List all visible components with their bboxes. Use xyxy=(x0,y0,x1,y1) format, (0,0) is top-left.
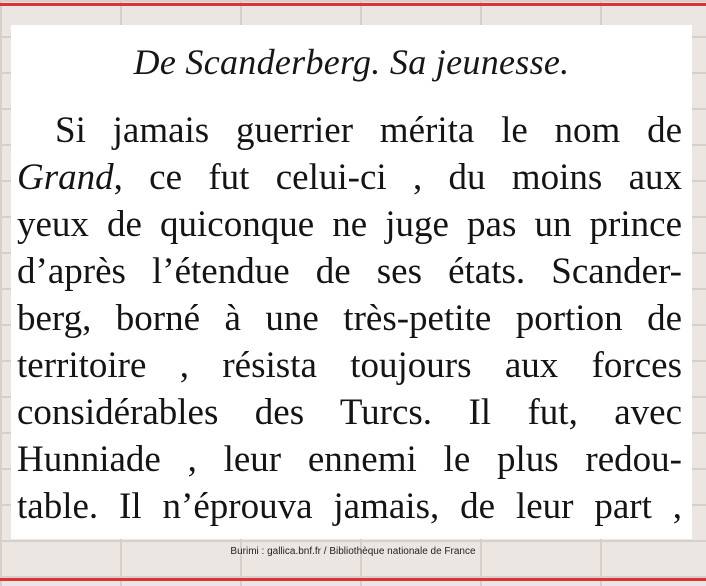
top-red-rule xyxy=(0,3,706,6)
text-line-7: considérables des Turcs. Il fut, avec xyxy=(17,392,682,433)
text-line-3: yeux de quiconque ne juge pas un prince xyxy=(17,204,682,245)
paragraph xyxy=(17,107,682,530)
text-line-6: territoire , résista toujours aux forces xyxy=(17,345,682,386)
bottom-red-rule xyxy=(0,578,706,581)
text-line-2-rest: , ce fut celui-ci , du moins aux xyxy=(113,157,682,198)
scanned-page xyxy=(11,25,692,539)
text-line-5: berg, borné à une très-petite portion de xyxy=(17,298,682,339)
source-caption: Burimi : gallica.bnf.fr / Bibliothèque nationale de France xyxy=(230,546,476,557)
text-line-2 xyxy=(17,154,682,201)
italic-word: Grand xyxy=(17,157,114,198)
text-line-4: d’après l’étendue de ses états. Scander- xyxy=(17,251,682,292)
text-line-9: table. Il n’éprouva jamais, de leur part , xyxy=(17,486,682,527)
text-line-8: Hunniade , leur ennemi le plus redou- xyxy=(17,439,682,480)
section-title: De Scanderberg. Sa jeunesse. xyxy=(133,42,570,82)
text-line-1: Si jamais guerrier mérita le nom de xyxy=(55,110,682,151)
